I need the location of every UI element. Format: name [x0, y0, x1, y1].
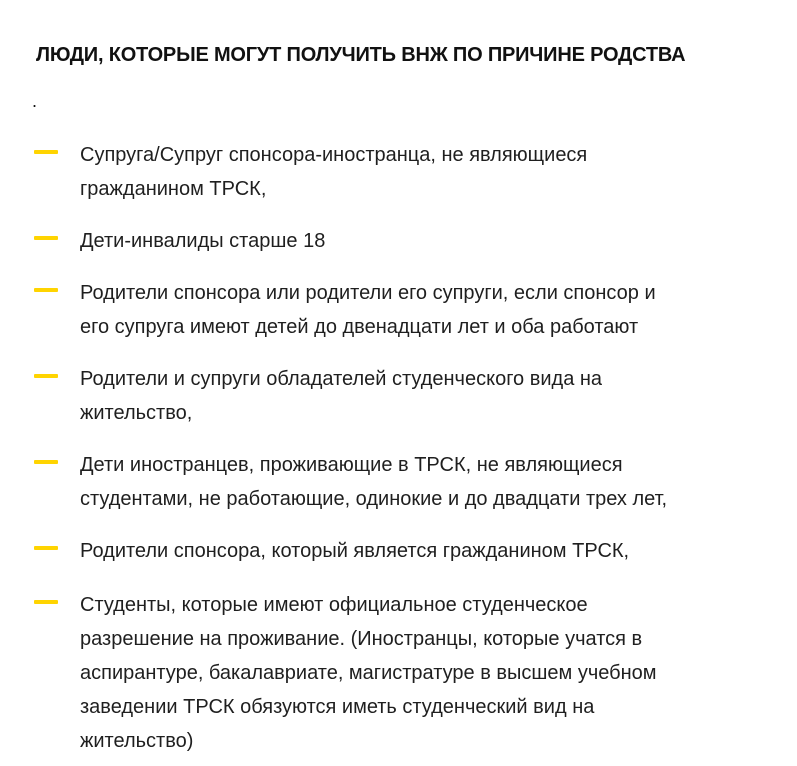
list-item-text: Дети-инвалиды старше 18	[80, 230, 326, 252]
dash-bullet-icon	[34, 150, 58, 154]
list-item-text: Студенты, которые имеют официальное студенческое разрешение на проживание. (Иностранцы, которые учатся в аспирантуре, бакалавриате, магистратуре в высшем учебном заведении ТРСК обязуются иметь студенческий вид на жительство)	[80, 594, 657, 752]
list-item-text: Дети иностранцев, проживающие в ТРСК, не являющиеся студентами, не работающие, одинокие и до двадцати трех лет,	[80, 454, 668, 510]
separator-dot: .	[32, 91, 38, 111]
list-item-text: Родители и супруги обладателей студенческого вида на жительство,	[80, 368, 603, 424]
dash-bullet-icon	[34, 600, 58, 604]
dash-bullet-icon	[34, 288, 58, 292]
list-item-text: Родители спонсора, который является гражданином ТРСК,	[80, 540, 630, 562]
dash-bullet-icon	[34, 374, 58, 378]
list-item-text: Родители спонсора или родители его супруги, если спонсор и его супруга имеют детей до двенадцати лет и оба работают	[80, 282, 656, 338]
dash-bullet-icon	[34, 546, 58, 550]
page-title: ЛЮДИ, КОТОРЫЕ МОГУТ ПОЛУЧИТЬ ВНЖ ПО ПРИЧИНЕ РОДСТВА	[36, 44, 686, 66]
dash-bullet-icon	[34, 236, 58, 240]
list-item-text: Супруга/Супруг спонсора-иностранца, не являющиеся гражданином ТРСК,	[80, 144, 588, 200]
dash-bullet-icon	[34, 460, 58, 464]
